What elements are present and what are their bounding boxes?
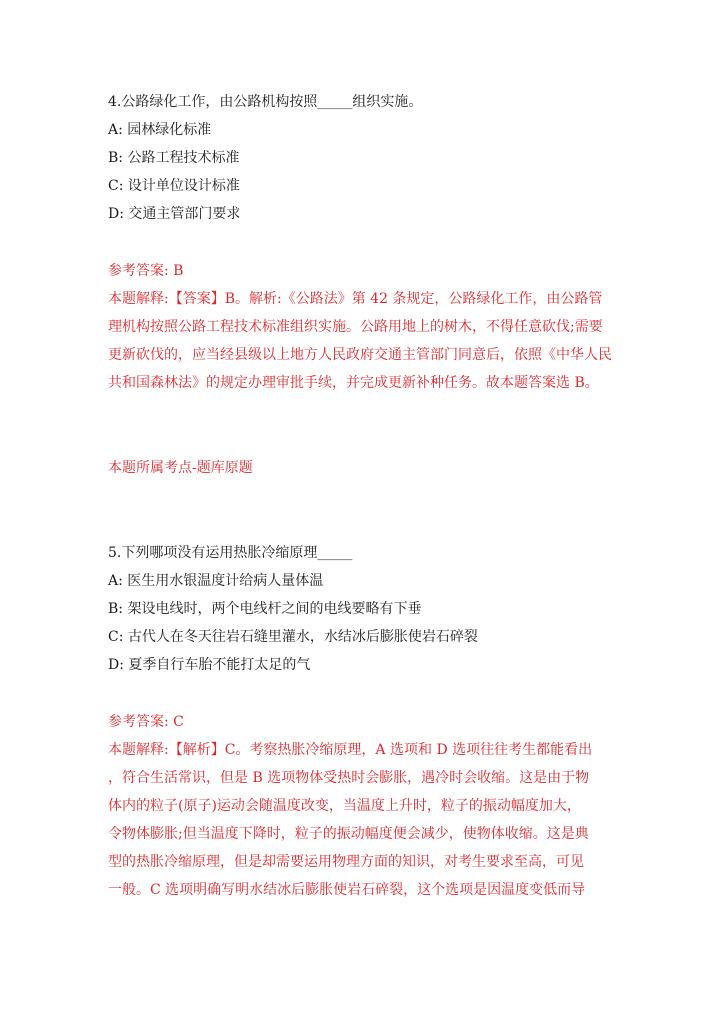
- answer-explanation: [108, 736, 592, 904]
- option-c: C: 古代人在冬天往岩石缝里灌水，水结冰后膨胀使岩石碎裂: [108, 629, 478, 645]
- option-a: A: 医生用水银温度计给病人量体温: [108, 573, 324, 589]
- answer-label: 参考答案: B: [108, 263, 184, 279]
- question-stem: 5.下列哪项没有运用热胀冷缩原理_____: [108, 545, 353, 561]
- option-b: B: 架设电线时，两个电线杆之间的电线要略有下垂: [108, 601, 422, 617]
- option-b: B: 公路工程技术标准: [108, 150, 240, 166]
- option-c: C: 设计单位设计标准: [108, 178, 240, 194]
- question-4: [108, 88, 628, 228]
- explanation-line: 本题解释:【解析】C。考察热胀冷缩原理，A 选项和 D 选项往往考生都能看出: [108, 742, 593, 758]
- explanation-line: ，符合生活常识，但是 B 选项物体受热时会膨胀，遇冷时会收缩。这是由于物: [108, 770, 590, 786]
- answer-label: 参考答案: C: [108, 714, 184, 730]
- option-d: D: 夏季自行车胎不能打太足的气: [108, 657, 311, 673]
- option-a: A: 园林绿化标准: [108, 122, 212, 138]
- topic-tag: 本题所属考点-题库原题: [108, 460, 253, 476]
- explanation-line: 一般。C 选项明确写明水结冰后膨胀使岩石碎裂，这个选项是因温度变低而导: [108, 882, 586, 898]
- explanation-line: 型的热胀冷缩原理，但是却需要运用物理方面的知识，对考生要求至高，可见: [108, 854, 584, 870]
- answer-explanation: 本题解释:【答案】B。解析:《公路法》第 42 条规定，公路绿化工作，由公路管理机构按照公路工程技术标准组织实施。公路用地上的树木，不得任意砍伐;需要更新砍伐的，应当经县级以上地方人民政府交通主管部门同意后，依照《中华人民共和国森林法》的规定办理审批手续，并完成更新补种任务。故本题答案选 B。: [108, 291, 612, 391]
- explanation-line: 体内的粒子(原子)运动会随温度改变，当温度上升时，粒子的振动幅度加大，: [108, 798, 581, 814]
- question-5: [108, 539, 628, 679]
- option-d: D: 交通主管部门要求: [108, 206, 241, 222]
- explanation-line: 令物体膨胀;但当温度下降时，粒子的振动幅度便会减少，使物体收缩。这是典: [108, 826, 589, 842]
- question-stem: 4.公路绿化工作，由公路机构按照_____组织实施。: [108, 94, 423, 110]
